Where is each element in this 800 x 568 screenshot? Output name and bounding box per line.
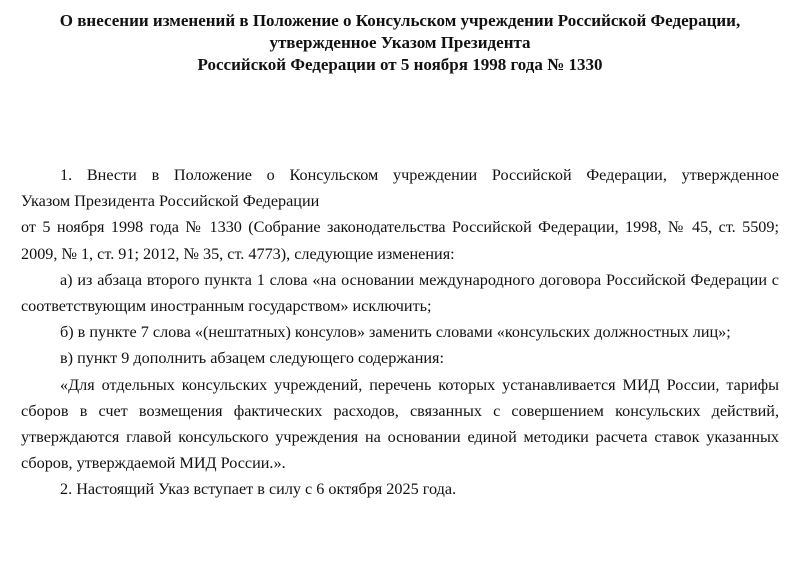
item-2: 2. Настоящий Указ вступает в силу с 6 октября 2025 года. (60, 480, 457, 499)
title-line-1: О внесении изменений в Положение о Консульском учреждении Российской Федерации, (59, 11, 741, 30)
title-line-2: утвержденное Указом Президента (269, 33, 531, 52)
subitem-a: а) из абзаца второго пункта 1 слова «на основании международного договора Российской Федерации с соответствующим иностранным государством» исключить; (21, 270, 779, 316)
item-1-line-2: Указом Президента Российской Федерации (21, 192, 320, 211)
subitem-c: в) пункт 9 дополнить абзацем следующего содержания: (60, 349, 444, 368)
item-1-line-1: 1. Внести в Положение о Консульском учреждении Российской Федерации, утвержденное (60, 166, 779, 184)
item-1-rest: от 5 ноября 1998 года № 1330 (Собрание законодательства Российской Федерации, 1998, № 45, ст. 5509; 2009, № 1, ст. 91; 2012, № 35, ст. 4773), следующие изменения: (21, 218, 779, 263)
document-body (21, 162, 779, 503)
document-title (0, 10, 800, 76)
quoted-paragraph: «Для отдельных консульских учреждений, перечень которых устанавливается МИД России, тарифы сборов в счет возмещения фактических расходов, связанных с совершением консульских действий, утверждаются главой консульского учреждения на основании единой методики расчета ставок указанных сборов, утверждаемой МИД России.». (21, 375, 779, 473)
subitem-b: б) в пункте 7 слова «(нештатных) консулов» заменить словами «консульских должностных лиц»; (60, 323, 731, 342)
title-line-3: Российской Федерации от 5 ноября 1998 года № 1330 (197, 55, 603, 74)
